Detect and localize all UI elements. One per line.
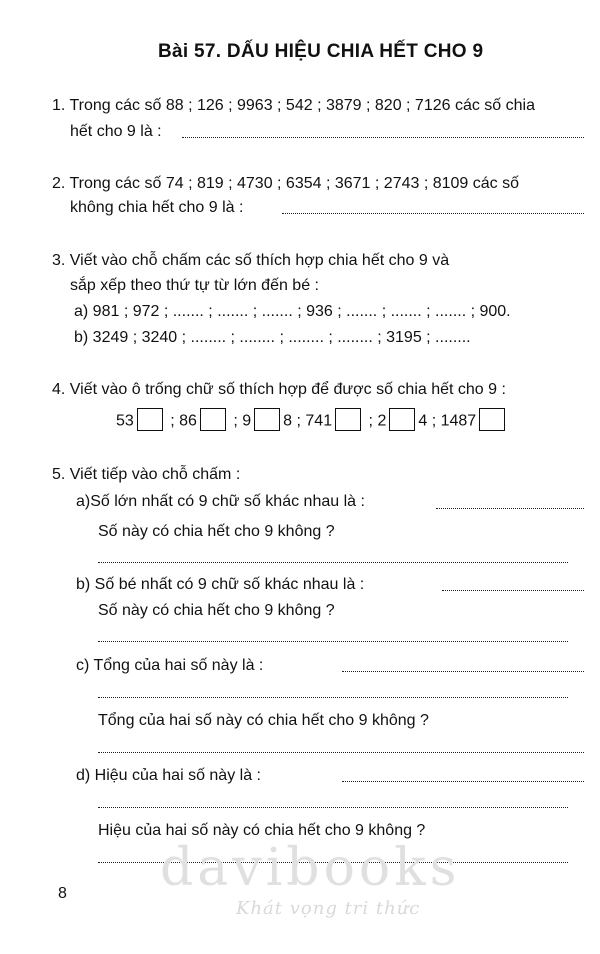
answer-box-2[interactable] [200,408,226,431]
exercise-3-line-1: 3. Viết vào chỗ chấm các số thích hợp chia hết cho 9 và [52,252,450,269]
exercise-5a-question: Số này có chia hết cho 9 không ? [98,523,335,540]
exercise-2-line-2: không chia hết cho 9 là : [70,199,244,216]
exercise-3b-sequence: b) 3249 ; 3240 ; ........ ; ........ ; ........ ; ........ ; 3195 ; ........ [74,329,471,346]
exercise-5c-question-blank[interactable] [98,752,584,753]
watermark-brand: davibooks [160,838,461,898]
exercise-3a-sequence: a) 981 ; 972 ; ....... ; ....... ; ....... ; 936 ; ....... ; ....... ; ....... ; 900. [74,303,511,320]
exercise-4-line-1: 4. Viết vào ô trống chữ số thích hợp để được số chia hết cho 9 : [52,381,506,398]
answer-box-4[interactable] [335,408,361,431]
page-number: 8 [58,885,67,902]
exercise-5a-label: a)Số lớn nhất có 9 chữ số khác nhau là : [76,493,365,510]
exercise-1-line-1: 1. Trong các số 88 ; 126 ; 9963 ; 542 ; 3879 ; 820 ; 7126 các số chia [52,97,535,114]
exercise-5c-question: Tổng của hai số này có chia hết cho 9 không ? [98,712,429,729]
exercise-5b-answer-blank[interactable] [442,590,584,591]
answer-box-1[interactable] [137,408,163,431]
exercise-3-line-2: sắp xếp theo thứ tự từ lớn đến bé : [70,277,319,294]
watermark-slogan: Khát vọng tri thức [236,898,421,919]
exercise-2-line-1: 2. Trong các số 74 ; 819 ; 4730 ; 6354 ; 3671 ; 2743 ; 8109 các số [52,175,519,192]
page-title: Bài 57. DẤU HIỆU CHIA HẾT CHO 9 [158,41,484,62]
exercise-4-number-5: ; 2 [364,412,387,430]
exercise-4-number-4: 8 ; 741 [283,412,333,430]
answer-box-6[interactable] [479,408,505,431]
answer-box-3[interactable] [254,408,280,431]
exercise-1-answer-blank[interactable] [182,137,584,138]
exercise-4-number-1: 53 [116,412,134,430]
exercise-5d-answer-blank-2[interactable] [98,807,568,808]
exercise-5c-answer-blank-2[interactable] [98,697,568,698]
exercise-5c-label: c) Tổng của hai số này là : [76,657,264,674]
answer-box-5[interactable] [389,408,415,431]
exercise-5d-answer-blank[interactable] [342,781,584,782]
exercise-1-line-2: hết cho 9 là : [70,123,162,140]
exercise-5b-label: b) Số bé nhất có 9 chữ số khác nhau là : [76,576,365,593]
exercise-5-heading: 5. Viết tiếp vào chỗ chấm : [52,466,241,483]
exercise-5c-answer-blank[interactable] [342,671,584,672]
exercise-4-number-2: ; 86 [165,412,197,430]
exercise-5a-question-blank[interactable] [98,562,568,563]
exercise-5d-label: d) Hiệu của hai số này là : [76,767,261,784]
exercise-4-boxes-row [116,410,508,433]
exercise-4-number-3: ; 9 [228,412,252,430]
exercise-5a-answer-blank[interactable] [436,508,584,509]
exercise-2-answer-blank[interactable] [282,213,584,214]
exercise-5d-question: Hiệu của hai số này có chia hết cho 9 không ? [98,822,426,839]
exercise-5b-question: Số này có chia hết cho 9 không ? [98,602,335,619]
exercise-4-number-6: 4 ; 1487 [418,412,477,430]
exercise-5b-question-blank[interactable] [98,641,568,642]
